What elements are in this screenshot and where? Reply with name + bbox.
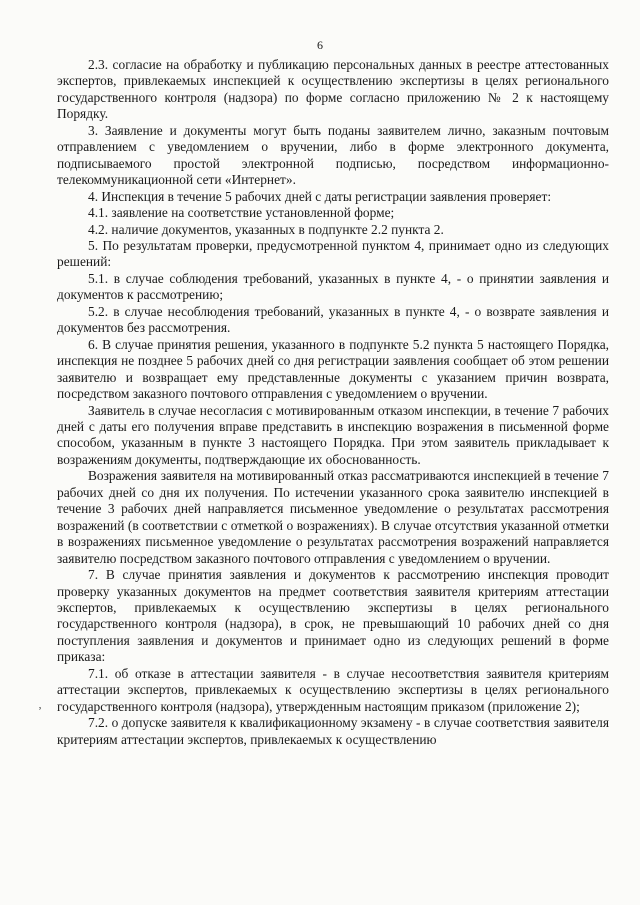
- paragraph-7: 7. В случае принятия заявления и документов к рассмотрению инспекция проводит проверку указанных документов на предмет соответствия заявителя критериям аттестации экспертов, привлекаемых к осуществлению экспертизы в целях регионального государственного контроля (надзора), в срок, не превышающий 10 рабочих дней со дня поступления заявления и документов и принимает одно из следующих решений в форме приказа:: [57, 567, 609, 665]
- paragraph-2-3: 2.3. согласие на обработку и публикацию персональных данных в реестре аттестованных экспертов, привлекаемых инспекцией к осуществлению экспертизы в целях регионального государственного контроля (надзора) по форме согласно приложению № 2 к настоящему Порядку.: [57, 57, 609, 122]
- paragraph-3: 3. Заявление и документы могут быть поданы заявителем лично, заказным почтовым отправлением с уведомлением о вручении, либо в форме электронного документа, подписываемого простой электронной подписью, посредством информационно-телекоммуникационной сети «Интернет».: [57, 122, 609, 188]
- paragraph-5-2: 5.2. в случае несоблюдения требований, указанных в пункте 4, - о возврате заявления и документов без рассмотрения.: [57, 303, 609, 336]
- paragraph-4: 4. Инспекция в течение 5 рабочих дней с даты регистрации заявления проверяет:: [88, 188, 552, 204]
- paragraph-4-1: 4.1. заявление на соответствие установленной форме;: [88, 205, 395, 221]
- paragraph-5: 5. По результатам проверки, предусмотренной пунктом 4, принимает одно из следующих решений:: [57, 237, 609, 270]
- paragraph-7-2: 7.2. о допуске заявителя к квалификационному экзамену - в случае соответствия заявителя критериям аттестации экспертов, привлекаемых к осуществлению: [57, 715, 609, 747]
- paragraph-objection-review: Возражения заявителя на мотивированный отказ рассматриваются инспекцией в течение 7 рабочих дней со дня их получения. По истечении указанного срока заявителю инспекцией в течение 3 рабочих дней направляется письменное уведомление о результатах рассмотрения возражений (в соответствии с отметкой о возражениях). В случае отсутствия указанной отметки в возражениях письменное уведомление о результатах рассмотрения возражений направляется заявителю посредством заказного почтового отправления с уведомлением о вручении.: [57, 468, 609, 566]
- paragraph-7-1: 7.1. об отказе в аттестации заявителя - в случае несоответствия заявителя критериям аттестации экспертов, привлекаемых к осуществлению экспертизы в целях регионального государственного контроля (надзора), утвержденным настоящим приказом (приложение 2);: [57, 665, 609, 714]
- paragraph-objection: Заявитель в случае несогласия с мотивированным отказом инспекции, в течение 7 рабочих дней с даты его получения вправе представить в инспекцию возражения в письменной форме способом, указанным в пункте 3 настоящего Порядка. При этом заявитель прикладывает к возражениям документы, подтверждающие их обоснованность.: [57, 402, 609, 467]
- paragraph-4-2: 4.2. наличие документов, указанных в подпункте 2.2 пункта 2.: [88, 221, 444, 237]
- paragraph-6: 6. В случае принятия решения, указанного в подпункте 5.2 пункта 5 настоящего Порядка, инспекция не позднее 5 рабочих дней со дня регистрации заявления сообщает об этом решении заявителю и возвращает ему представленные документы с указанием причин возврата, посредством заказного почтового отправления с уведомлением о вручении.: [57, 336, 609, 402]
- page-number: 6: [317, 38, 323, 52]
- margin-mark: ‚: [38, 697, 42, 711]
- document-body: [57, 57, 609, 748]
- paragraph-5-1: 5.1. в случае соблюдения требований, указанных в пункте 4, - о принятии заявления и документов к рассмотрению;: [57, 270, 609, 303]
